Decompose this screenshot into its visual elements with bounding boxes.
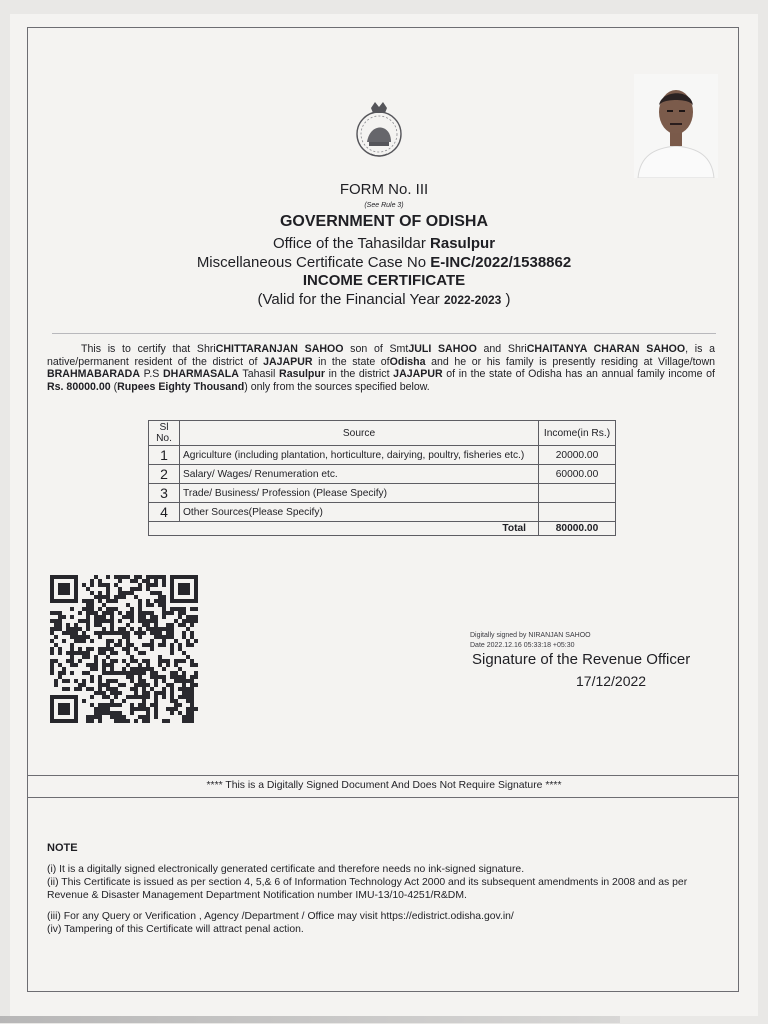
applicant-photo [634, 74, 718, 178]
village: BRAHMABARADA [47, 368, 140, 381]
header-income: Income(in Rs.) [539, 421, 616, 446]
statement-text: in the state of [312, 355, 390, 368]
statement-text: ( [110, 380, 118, 393]
row-income [539, 503, 616, 522]
odisha-emblem-icon [349, 98, 409, 160]
row-number: 4 [149, 503, 180, 522]
district: JAJAPUR [263, 355, 313, 368]
scan-smudge [0, 1016, 620, 1023]
statement-text: of in the state of Odisha has an annual family income of [442, 368, 715, 381]
row-income: 60000.00 [539, 465, 616, 484]
row-number: 3 [149, 484, 180, 503]
divider [27, 775, 739, 776]
father-name: CHAITANYA CHARAN SAHOO [526, 343, 686, 355]
certificate-statement [47, 343, 715, 393]
statement-text: ) only from the sources specified below. [244, 380, 430, 393]
statement-text: son of Smt [343, 343, 409, 355]
qr-code-icon[interactable] [50, 575, 198, 723]
table-row [149, 484, 616, 503]
tahasil: Rasulpur [279, 368, 325, 381]
note-item: (iv) Tampering of this Certificate will attract penal action. [47, 924, 304, 935]
case-number: E-INC/2022/1538862 [430, 254, 572, 271]
row-number: 1 [149, 446, 180, 465]
statement-text: in the district [324, 368, 394, 381]
digital-signed-by: Digitally signed by NIRANJAN SAHOO [470, 632, 591, 639]
income-in-words: Rupees Eighty Thousand [117, 380, 245, 393]
validity-prefix: (Valid for the Financial Year [257, 291, 444, 308]
district-repeat: JAJAPUR [393, 368, 443, 381]
table-total-row [149, 522, 616, 536]
header-sl-no: Sl No. [149, 421, 180, 446]
validity-suffix: ) [501, 291, 511, 308]
row-number: 2 [149, 465, 180, 484]
note-item: (iii) For any Query or Verification , Agency /Department / Office may visit https://edistrict.odisha.gov.in/ [47, 911, 514, 922]
row-source: Other Sources(Please Specify) [180, 503, 539, 522]
signature-title: Signature of the Revenue Officer [472, 651, 691, 668]
statement-text: This is to certify that Shri [81, 343, 216, 355]
statement-text: , is a native/permanent resident of the district of [47, 343, 715, 368]
form-number: FORM No. III [339, 181, 429, 198]
row-source: Salary/ Wages/ Renumeration etc. [180, 465, 539, 484]
row-source: Trade/ Business/ Profession (Please Specify) [180, 484, 539, 503]
table-row [149, 446, 616, 465]
mother-name: JULI SAHOO [408, 343, 477, 355]
statement-text: and Shri [476, 343, 527, 355]
applicant-name: CHITTARANJAN SAHOO [215, 343, 344, 355]
case-number-line [0, 254, 768, 271]
note-item: (i) It is a digitally signed electronically generated certificate and therefore needs no ink-signed signature. [47, 864, 525, 875]
office-prefix: Office of the Tahasildar [272, 235, 431, 252]
statement-text: and he or his family is presently residing at Village/town [425, 355, 715, 368]
note-item: (ii) This Certificate is issued as per section 4, 5,& 6 of Information Technology Act 2000 and its subsequent amendments in 2008 and as per Revenue & Disaster Management Department Notification number IMU-13/10-4251/R&DM. [47, 877, 688, 901]
statement-text: Tahasil [238, 368, 280, 381]
table-header-row [149, 421, 616, 446]
certificate-title: INCOME CERTIFICATE [302, 272, 466, 289]
office-name: Rasulpur [430, 235, 496, 252]
case-prefix: Miscellaneous Certificate Case No [196, 254, 431, 271]
divider [52, 333, 716, 334]
row-income: 20000.00 [539, 446, 616, 465]
validity-line [0, 291, 768, 308]
row-income [539, 484, 616, 503]
see-rule-note: (See Rule 3) [364, 202, 404, 209]
state: Odisha [389, 355, 426, 368]
income-amount: Rs. 80000.00 [47, 380, 111, 393]
signature-date: 17/12/2022 [576, 673, 647, 689]
digital-signature-note: **** This is a Digitally Signed Document And Does Not Require Signature **** [206, 780, 562, 791]
header-source: Source [180, 421, 539, 446]
total-label: Total [149, 522, 539, 536]
table-row [149, 503, 616, 522]
note-heading: NOTE [47, 842, 78, 854]
office-line [0, 235, 768, 252]
government-title: GOVERNMENT OF ODISHA [279, 213, 488, 230]
person-photo-icon [634, 74, 718, 178]
police-station: DHARMASALA [163, 368, 239, 381]
digital-signature-date: Date 2022.12.16 05:33:18 +05:30 [470, 642, 575, 649]
row-source: Agriculture (including plantation, horticulture, dairying, poultry, fisheries etc.) [180, 446, 539, 465]
divider [27, 797, 739, 798]
income-table [148, 420, 616, 536]
statement-text: P.S [139, 368, 164, 381]
table-row [149, 465, 616, 484]
financial-year: 2022-2023 [443, 293, 502, 307]
total-value: 80000.00 [539, 522, 616, 536]
